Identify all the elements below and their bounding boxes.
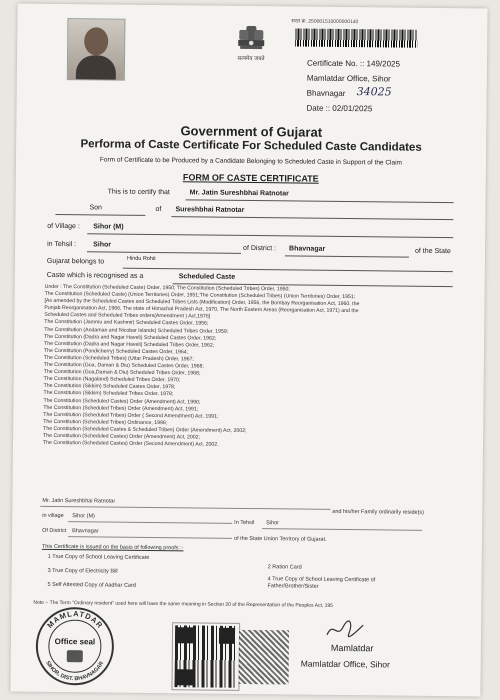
category-value: Scheduled Caste xyxy=(178,273,236,281)
certificate-page xyxy=(10,4,487,697)
performa-subtitle: Form of Certificate to be Produced by a Candidate Belonging to Scheduled Caste in Support of the Claim xyxy=(99,156,403,167)
signature-scribble xyxy=(325,619,365,641)
residence-underline xyxy=(40,506,330,510)
res-district-underline xyxy=(68,536,232,539)
name-underline xyxy=(186,199,454,203)
office-seal-stamp xyxy=(32,602,117,687)
place-line: Bhavnagar xyxy=(306,88,346,98)
certify-label: This is to certify that xyxy=(107,188,170,197)
constitution-order-line: The Constitution (Scheduled Castes) Order (Second Amendment) Act, 2002. xyxy=(42,439,219,448)
village-label: of Village : xyxy=(47,222,80,231)
proof-item-3: 3 True Copy of Electricity Bill xyxy=(47,567,118,575)
constitution-order-line: The Constitution (Scheduled Caste) (Union Territories) Order, 1951;The Constitution (Scheduled Tribes) (Union Territories) Order, 1951; xyxy=(44,290,356,301)
district-label: of District : xyxy=(243,244,277,253)
constitution-order-line: The Constitution (Goa,Daman & Diu) Scheduled Tribes Order, 1968; xyxy=(43,368,201,377)
constitution-order-line: Punjab Reorganisation Act, 1966, The state of Himachal Pradesh Act, 1970, The North Eastern Areas (Reorganisation Act, 1971) and the xyxy=(44,305,359,315)
constitution-order-line: The Constitution (Scheduled Castes & Scheduled Tribes) Order (Amendment) Act, 2002; xyxy=(43,425,247,434)
constitution-order-line: The Constitution (Scheduled Castes) Order (Amendment) Act, 1990; xyxy=(43,397,201,405)
constitution-orders-list xyxy=(43,284,465,452)
res-village-value: Sihor (M) xyxy=(72,513,95,520)
qr-code xyxy=(172,623,239,690)
handwritten-note: 34025 xyxy=(356,85,392,99)
tehsil-underline xyxy=(87,251,241,254)
photo-head xyxy=(84,27,108,55)
applicant-photo xyxy=(67,18,126,81)
constitution-order-line: The Constitution (Sikkim) Scheduled Castes Order, 1978; xyxy=(43,383,176,391)
father-underline xyxy=(171,216,453,220)
res-tehsil-underline xyxy=(262,528,422,531)
proof-item-4: 4 True Copy of School Leaving Certificate of Father/Brother/Sister xyxy=(267,576,376,590)
res-district-label: Of District xyxy=(42,527,67,535)
constitution-order-line: The Constitution (Jammu and Kashmir) Scheduled Castes Order, 1956; xyxy=(44,319,209,328)
constitution-order-line: The Constitution (Scheduled Tribes) Order ( Second Amendment) Act, 1991; xyxy=(43,411,219,420)
of-label: of xyxy=(155,206,162,214)
government-title: Government of Gujarat xyxy=(180,123,323,140)
constitution-order-line: The Constitution (Goa, Daman & Diu) Scheduled Castes Order, 1968; xyxy=(43,361,204,370)
signatory-office: Mamlatdar Office, Sihor xyxy=(300,658,390,670)
national-emblem-icon xyxy=(229,22,274,80)
constitution-order-line: The Constitution (Pondicherry) Scheduled Castes Order, 1964; xyxy=(43,347,189,356)
village-underline xyxy=(87,233,453,238)
constitution-order-line: The Constitution (Nagaland) Scheduled Tribes Order, 1970; xyxy=(43,376,181,384)
applicant-name: Mr. Jatin Sureshbhai Ratnotar xyxy=(189,189,289,198)
ordinary-resident-note: Note :- The Term "Ordinary resident" used here will have the same meaning in Section 20 of the Representation of the Peoples Act, 195 xyxy=(33,599,334,609)
office-line: Mamlatdar Office, Sihor xyxy=(306,73,391,84)
res-tehsil-value: Sihor xyxy=(266,520,280,527)
constitution-order-line: Under : The Constitution (Scheduled Caste) Order, 1950; The Constitution (Scheduled Tribes) Order, 1950; xyxy=(44,283,290,293)
son-label: Son xyxy=(89,204,102,212)
seal-bottom-text: SIHOR, DIST. BHAVNAGAR xyxy=(44,660,106,683)
seal-top-text: MAMLATDAR xyxy=(45,609,106,631)
form-heading: FORM OF CASTE CERTIFICATE xyxy=(182,172,319,184)
constitution-order-line: The Constitution (Scheduled Tribes) (Uttar Pradesh) Order, 1967; xyxy=(43,354,194,363)
proof-item-5: 5 Self Attested Copy of Aadhar Card xyxy=(47,581,136,589)
res-district-value: Bhavnagar xyxy=(72,528,99,535)
caste-value: Hindu Rohit xyxy=(126,255,156,263)
svg-text:SIHOR, DIST. BHAVNAGAR xyxy=(44,660,105,682)
barcode xyxy=(295,28,417,47)
res-village-label: in village xyxy=(42,512,64,520)
family-text: and his/her Family ordinarily reside(s) xyxy=(332,508,425,516)
caste-underline xyxy=(123,268,453,272)
proof-item-1: 1 True Copy of School Leaving Certificate xyxy=(47,553,150,561)
constitution-order-line: The Constitution (Sikkim) Scheduled Tribes Order, 1978; xyxy=(43,390,174,398)
emblem-motto: सत्यमेव जयते xyxy=(237,55,265,63)
constitution-order-line: The Constitution (Scheduled Tribes) Ordinance, 1996; xyxy=(43,418,168,426)
proof-item-2: 2 Ration Card xyxy=(267,564,302,571)
constitution-order-line: The Constitution (Dadra and Nagar Haveli) Scheduled Tribes Order, 1962; xyxy=(44,340,215,349)
residence-name: Mr. Jatin Sureshbhai Ratnotar xyxy=(42,497,116,505)
tehsil-label: in Tehsil : xyxy=(47,240,77,249)
proofs-heading: This Certificate is issued on the basis of following proofs :- xyxy=(41,543,184,552)
state-label: of the State xyxy=(415,247,451,256)
performa-title: Performa of Caste Certificate For Scheduled Caste Candidates xyxy=(80,138,422,154)
recognised-label: Caste which is recognised as a xyxy=(46,271,144,280)
son-underline xyxy=(55,214,145,216)
district-underline xyxy=(285,255,409,257)
secondary-code xyxy=(239,630,290,685)
res-tehsil-label: In Tehsil xyxy=(234,519,255,527)
district-value: Bhavnagar xyxy=(289,245,326,253)
tehsil-value: Sihor xyxy=(93,241,112,249)
constitution-order-line: Scheduled Castes and Scheduled Tribes orders(Amendment ) Act,1976] xyxy=(44,312,211,320)
father-name: Sureshbhai Ratnotar xyxy=(175,206,245,214)
constitution-order-line: The Constitution (Andaman and Nicobar Islands) Scheduled Tribes Order, 1959; xyxy=(44,326,229,335)
certificate-number: Certificate No. :: 149/2025 xyxy=(306,58,401,69)
seal-middle-text: Office seal xyxy=(54,636,96,647)
res-village-underline xyxy=(68,521,232,524)
territory-text: of the State Union Territory of Gujarat. xyxy=(233,535,327,543)
constitution-order-line: The Constitution (Scheduled Tribes) Order (Amendment) Act, 1991; xyxy=(43,404,199,413)
gujarat-label: Gujarat belongs to xyxy=(46,257,105,266)
constitution-order-line: The Constitution (Scheduled Castes) Order (Amendment) Act, 2002; xyxy=(43,432,200,441)
svg-text:MAMLATDAR xyxy=(45,609,105,631)
village-value: Sihor (M) xyxy=(93,223,124,231)
photo-body xyxy=(76,55,116,79)
constitution-order-line: The Constitution (Dadra and Nagar Haveli) Scheduled Castes Order, 1962; xyxy=(44,333,217,342)
serial-number: सरल क्र. 250001510000000140 xyxy=(291,18,359,26)
date-line: Date :: 02/01/2025 xyxy=(306,103,373,114)
signatory-title: Mamlatdar xyxy=(330,642,374,654)
constitution-order-line: [As amended by the Scheduled Castes and Scheduled Tribes Lists (Modification) Order, 1956, the Bombay Reorganisation Act, 1960, the xyxy=(44,298,360,308)
